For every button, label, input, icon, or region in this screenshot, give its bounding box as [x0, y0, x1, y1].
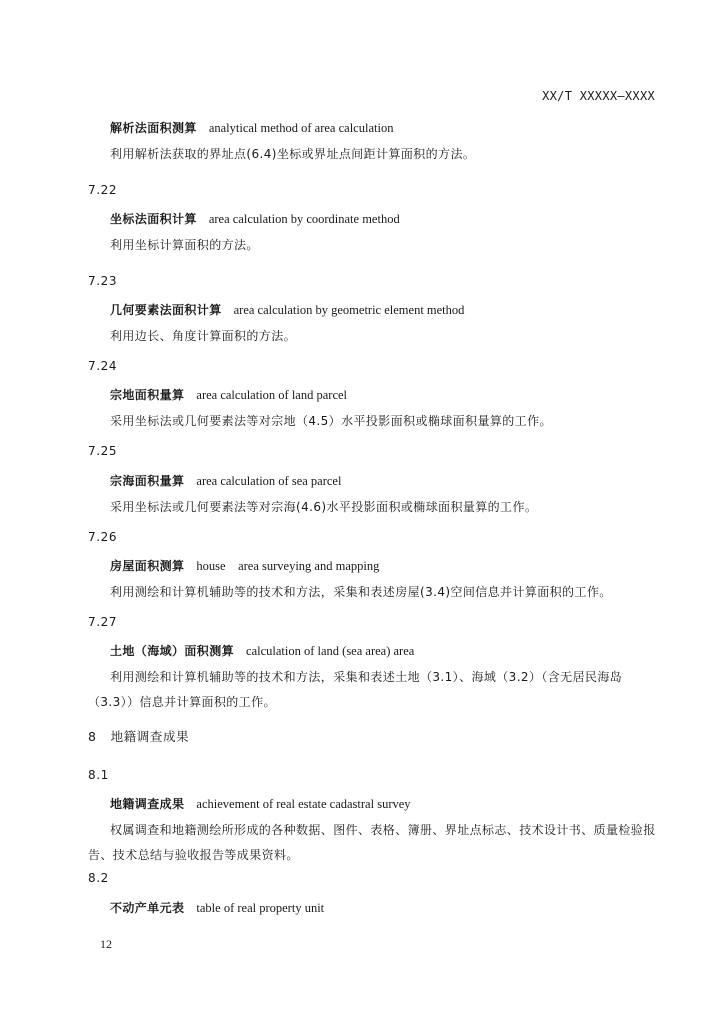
- term-zh: 土地（海域）面积测算: [110, 644, 235, 658]
- term-en: calculation of land (sea area) area: [246, 644, 415, 658]
- clause-number: 7.22: [88, 183, 118, 197]
- term-line: [110, 119, 393, 136]
- term-en: analytical method of area calculation: [208, 121, 394, 135]
- term-line: [110, 301, 464, 318]
- term-definition: 采用坐标法或几何要素法等对宗海(4.6)水平投影面积或椭球面积量算的工作。: [110, 500, 538, 514]
- chapter-number: 8: [88, 729, 97, 744]
- term-en: area calculation of sea parcel: [196, 474, 342, 488]
- term-zh: 房屋面积测算: [110, 559, 185, 573]
- term-zh: 宗海面积量算: [110, 474, 185, 488]
- chapter-heading: [88, 727, 189, 745]
- term-en: house area surveying and mapping: [196, 559, 380, 573]
- term-line: [110, 386, 347, 403]
- term-line: [110, 210, 400, 227]
- term-definition: 权属调查和地籍测绘所形成的各种数据、图件、表格、簿册、界址点标志、技术设计书、质量检验报告、技术总结与验收报告等成果资料。: [88, 823, 656, 862]
- term-definition: 采用坐标法或几何要素法等对宗地（4.5）水平投影面积或椭球面积量算的工作。: [110, 414, 552, 428]
- term-zh: 解析法面积测算: [110, 121, 197, 135]
- standard-code: XX/T XXXXX—XXXX: [542, 89, 655, 103]
- clause-number: 7.25: [88, 444, 118, 458]
- term-line: [110, 899, 324, 916]
- term-line: [110, 642, 414, 659]
- term-en: table of real property unit: [196, 901, 325, 915]
- clause-number: 7.26: [88, 530, 118, 544]
- term-definition: 利用解析法获取的界址点(6.4)坐标或界址点间距计算面积的方法。: [110, 147, 476, 161]
- term-zh: 宗地面积量算: [110, 388, 185, 402]
- term-en: area calculation by geometric element method: [233, 303, 465, 317]
- term-definition: 利用测绘和计算机辅助等的技术和方法，采集和表述房屋(3.4)空间信息并计算面积的工作。: [110, 585, 612, 599]
- clause-number: 7.27: [88, 615, 118, 629]
- term-definition: 利用测绘和计算机辅助等的技术和方法，采集和表述土地（3.1）、海域（3.2）（含无居民海岛（3.3））信息并计算面积的工作。: [88, 670, 623, 709]
- term-zh: 几何要素法面积计算: [110, 303, 222, 317]
- clause-number: 8.1: [88, 768, 109, 782]
- term-zh: 坐标法面积计算: [110, 212, 197, 226]
- clause-number: 7.23: [88, 274, 118, 288]
- clause-number: 8.2: [88, 871, 109, 885]
- term-line: [110, 557, 379, 574]
- term-en: area calculation of land parcel: [196, 388, 348, 402]
- term-zh: 不动产单元表: [110, 901, 185, 915]
- clause-number: 7.24: [88, 359, 118, 373]
- chapter-title: 地籍调查成果: [110, 729, 190, 744]
- term-definition: 利用边长、角度计算面积的方法。: [110, 329, 297, 343]
- term-line: [110, 795, 411, 812]
- term-definition: 利用坐标计算面积的方法。: [110, 238, 259, 252]
- term-zh: 地籍调查成果: [110, 797, 185, 811]
- page-number: 12: [100, 937, 112, 951]
- term-line: [110, 472, 341, 489]
- term-en: area calculation by coordinate method: [208, 212, 400, 226]
- term-en: achievement of real estate cadastral survey: [196, 797, 411, 811]
